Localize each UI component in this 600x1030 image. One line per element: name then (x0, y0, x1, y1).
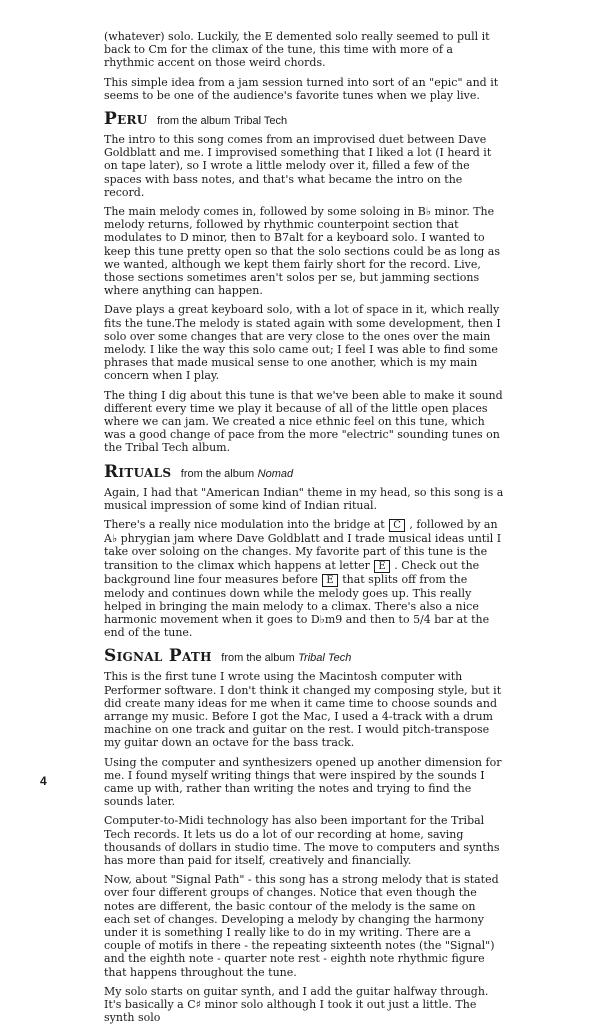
peru-album: Tribal Tech (233, 115, 288, 128)
peru-paragraph-1: The intro to this song comes from an improvised duet between Dave Goldblatt and me. I improvised something that I liked a lot (I heard it on tape later), so I wrote a little melody over it, filled a few of the spaces with bass notes, and that's what became the intro on the record. (104, 133, 492, 199)
rehearsal-letter-e: E (374, 560, 389, 573)
rituals-text-d: that splits off from the melody and continues down while the melody goes up. This really helped in bringing the main melody to a climax. There's also a nice harmonic movement when it goes to D♭m9 and then to 5/4 bar at the end of the tune. (104, 572, 490, 640)
peru-paragraph-2: The main melody comes in, followed by some soloing in B♭ minor. The melody returns, followed by rhythmic counterpoint section that modulates to D minor, then to B7alt for a keyboard solo. I wanted to keep this tune pretty open so that the solo sections could be as long as we wanted, although we kept them fairly short for the record. Live, those sections sometimes aren't solos per se, but jamming sections where anything can happen. (104, 205, 500, 298)
rituals-text-a: There's a really nice modulation into the bridge at (104, 518, 385, 532)
page-number: 4 (40, 774, 47, 788)
peru-paragraph-3: Dave plays a great keyboard solo, with a lot of space in it, which really fits the tune.The melody is stated again with some development, then I solo over some changes that are very close to the ones over the main melody. I like the way this solo came out; I feel I was able to find some phrases that made musical sense to one another, which is my main concern when I play. (104, 303, 501, 383)
rituals-album: Nomad (257, 467, 294, 480)
rituals-paragraph-2 (104, 518, 504, 639)
peru-paragraph-4: The thing I dig about this tune is that we've been able to make it sound different every time we play it because of all of the little open places where we can jam. We created a nice ethnic feel on this tune, which was a good change of pace from the more "electric" sounding tunes on the Tribal Tech album. (104, 388, 503, 455)
rehearsal-letter-e-second: E (322, 574, 337, 587)
signal-path-paragraph-1: This is the first tune I wrote using the Macintosh computer with Performer software. I don't think it changed my composing style, but it did create many ideas for me when it came time to choose sounds and arrange my music. Before I got the Mac, I used a 4-track with a drum machine on one track and guitar on the rest. I would pitch-transpose my guitar down an octave for the bass track. (104, 670, 502, 750)
signal-path-title: Signal Path (104, 646, 212, 667)
peru-from-label: from the album (157, 115, 231, 128)
rituals-heading (104, 463, 504, 483)
signal-path-paragraph-5: My solo starts on guitar synth, and I add the guitar halfway through. It's basically a C♯ minor solo although I took it out just a little. The synth solo (104, 984, 489, 1025)
signal-path-paragraph-4: Now, about "Signal Path" - this song has a strong melody that is stated over four different groups of changes. Notice that even though the notes are different, the basic contour of the melody is the same on each set of changes. Developing a melody by changing the harmony under it is something I really like to do in my writing. There are a couple of motifs in there - the repeating sixteenth notes (the "Signal") and the eighth note - quarter note rest - eighth note rhythmic figure that happens throughout the tune. (104, 873, 499, 979)
page-content (104, 30, 504, 1030)
rituals-from-label: from the album (180, 467, 255, 480)
signal-path-paragraph-2: Using the computer and synthesizers opened up another dimension for me. I found myself writing things that were inspired by the sounds I came up with, rather than writing the notes and trying to find the sounds later. (104, 755, 502, 809)
rituals-text-c: . Check out the background line four measures before (104, 558, 480, 586)
signal-path-from-label: from the album (221, 652, 295, 665)
rituals-text-b: , followed by an A♭ phrygian jam where Dave Goldblatt and I trade musical ideas until I take over soloing on the changes. My favorite part of this tune is the transition to the climax which happens at letter (104, 518, 502, 572)
signal-path-paragraph-3: Computer-to-Midi technology has also been important for the Tribal Tech records. It lets us do a lot of our recording at home, saving thousands of dollars in studio time. The move to computers and synths has more than paid for itself, creatively and financially. (104, 814, 500, 867)
signal-path-album: Tribal Tech (298, 652, 352, 665)
peru-title: Peru (104, 109, 148, 130)
intro-paragraph-1: (whatever) solo. Luckily, the E demented solo really seemed to pull it back to Cm for the climax of the tune, this time with more of a rhythmic accent on those weird chords. (104, 30, 490, 70)
peru-heading (104, 110, 504, 130)
rituals-paragraph-1: Again, I had that "American Indian" theme in my head, so this song is a musical impression of some kind of Indian ritual. (104, 485, 504, 512)
intro-paragraph-2: This simple idea from a jam session turned into sort of an "epic" and it seems to be one of the audience's favorite tunes when we play live. (104, 75, 499, 102)
signal-path-heading (104, 647, 504, 667)
rituals-title: Rituals (104, 461, 172, 482)
rehearsal-letter-c: C (389, 519, 405, 532)
